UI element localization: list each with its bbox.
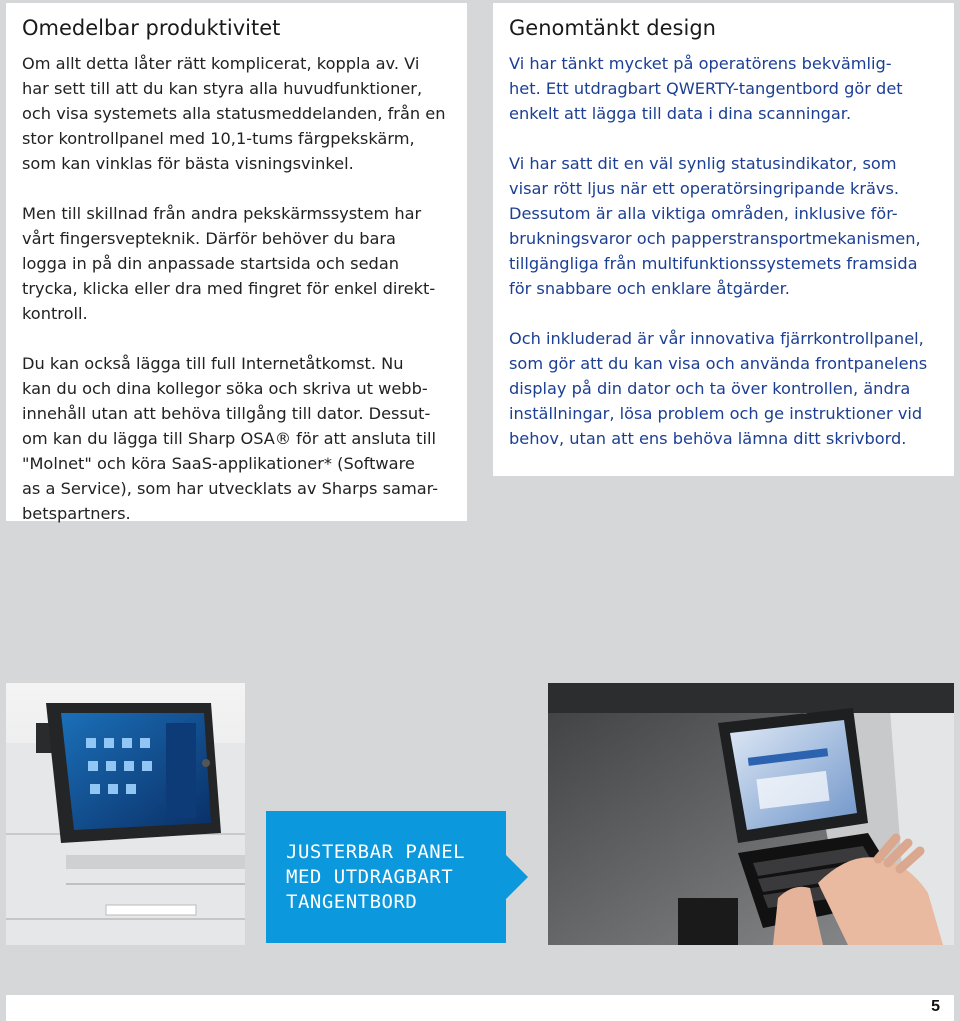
- left-paragraph-2: Men till skillnad från andra pekskärmssystem har vårt fingersvepteknik. Därför behöver du bara logga in på din anpassade startsida och sedan trycka, klicka eller dra med fingret för enkel direkt- kontroll.: [22, 204, 436, 323]
- left-text-card: [6, 3, 467, 521]
- right-text-card: [493, 3, 954, 476]
- right-paragraph-1: Vi har tänkt mycket på operatörens bekvämlig- het. Ett utdragbart QWERTY-tangentbord gör det enkelt att lägga till data i dina scanningar.: [509, 54, 903, 123]
- left-heading: Omedelbar produktivitet: [22, 16, 281, 40]
- control-panel-photo: [6, 683, 245, 945]
- right-heading: Genomtänkt design: [509, 16, 716, 40]
- left-paragraph-1: Om allt detta låter rätt komplicerat, koppla av. Vi har sett till att du kan styra alla huvudfunktioner, och visa systemets alla statusmeddelanden, från en stor kontrollpanel med 10,1-tums färgpekskärm, som kan vinklas för bästa visningsvinkel.: [22, 54, 446, 173]
- keyboard-panel-photo: [548, 683, 954, 945]
- callout-line-3: TANGENTBORD: [286, 891, 418, 913]
- right-paragraph-3: Och inkluderad är vår innovativa fjärrkontrollpanel, som gör att du kan visa och använda frontpanelens display på din dator och ta över kontrollen, ändra inställningar, lösa problem och ge instruktioner vid behov, utan att ens behöva lämna ditt skrivbord.: [509, 329, 928, 448]
- callout-box: [266, 811, 506, 943]
- callout-line-1: JUSTERBAR PANEL: [286, 841, 466, 863]
- control-panel-illustration: [6, 683, 245, 945]
- callout-text: [286, 840, 465, 915]
- left-paragraph-3: Du kan också lägga till full Internetåtkomst. Nu kan du och dina kollegor söka och skriva ut webb- innehåll utan att behöva tillgång till dator. Dessut- om kan du lägga till Sharp OSA® för att ansluta till "Molnet" och köra SaaS-applikationer* (Software as a Service), som har utvecklats av Sharps samar- betspartners.: [22, 354, 439, 523]
- right-paragraph-2: Vi har satt dit en väl synlig statusindikator, som visar rött ljus när ett operatörsingripande krävs. Dessutom är alla viktiga områden, inklusive för- brukningsvaror och papperstransportmekanismen, tillgängliga från multifunktionssystemets framsida för snabbare och enklare åtgärder.: [509, 154, 921, 298]
- callout-line-2: MED UTDRAGBART: [286, 866, 454, 888]
- keyboard-panel-illustration: [548, 683, 954, 945]
- page-number: 5: [931, 998, 940, 1015]
- footer-bar: [6, 995, 954, 1021]
